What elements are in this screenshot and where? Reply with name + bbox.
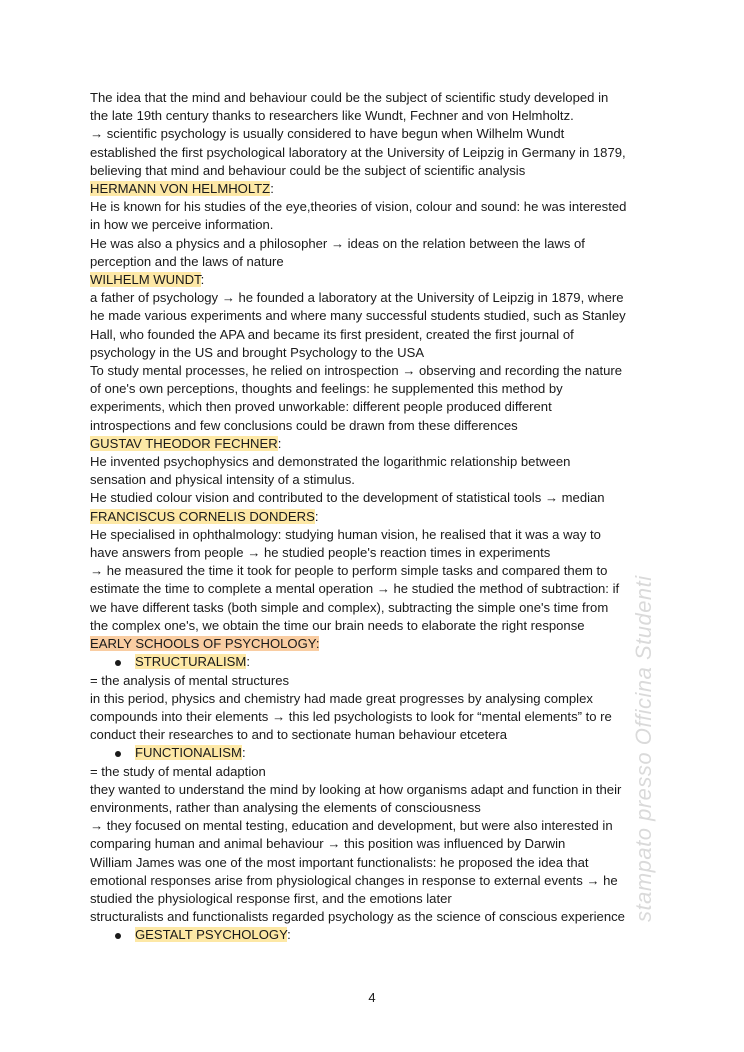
heading-donders-label: FRANCISCUS CORNELIS DONDERS: [90, 508, 315, 524]
bullet-label: STRUCTURALISM: [135, 654, 247, 670]
text-line: he made various experiments and where many successful students studied, such as Stanley: [90, 308, 626, 324]
heading-donders: [90, 508, 656, 526]
text-line: He invented psychophysics and demonstrated the logarithmic relationship between: [90, 454, 571, 470]
page-number: 4: [368, 990, 376, 1005]
bullet-item-functionalism: [90, 744, 656, 762]
text-line: = the analysis of mental structures: [90, 672, 290, 688]
text-line: He studied colour vision and contributed to the development of statistical tools → median: [90, 490, 605, 506]
bullet-list: [90, 744, 656, 762]
heading-wundt: [90, 271, 656, 289]
colon: :: [287, 927, 291, 943]
text-line: of one's own perceptions, thoughts and feelings: he supplemented this method by: [90, 381, 563, 397]
text-line: → scientific psychology is usually considered to have begun when Wilhelm Wundt: [90, 126, 565, 142]
text-line: To study mental processes, he relied on introspection → observing and recording the nature: [90, 363, 623, 379]
heading-fechner-label: GUSTAV THEODOR FECHNER: [90, 435, 278, 451]
text-line: estimate the time to complete a mental operation → he studied the method of subtraction: if: [90, 581, 620, 597]
bullet-item-structuralism: [90, 653, 656, 671]
text-line: studied the physiological response first, and the emotions later: [90, 890, 452, 906]
text-line: → they focused on mental testing, education and development, but were also interested in: [90, 818, 613, 834]
text-line: emotional responses arise from physiological changes in response to external events → he: [90, 872, 618, 888]
text-line: a father of psychology → he founded a laboratory at the University of Leipzig in 1879, where: [90, 290, 624, 306]
text-line: structuralists and functionalists regarded psychology as the science of conscious experience: [90, 909, 625, 925]
text-line: William James was one of the most important functionalists: he proposed the idea that: [90, 854, 589, 870]
bullet-icon: [115, 660, 121, 666]
text-line: He is known for his studies of the eye,theories of vision, colour and sound: he was interested: [90, 199, 627, 215]
heading-early-schools: [90, 635, 656, 653]
text-line: compounds into their elements → this led psychologists to look for “mental elements” to re: [90, 708, 612, 724]
heading-helmholtz-label: HERMANN VON HELMHOLTZ: [90, 181, 271, 197]
bullet-icon: [115, 933, 121, 939]
colon: :: [270, 181, 274, 197]
text-line: psychology in the US and brought Psychology to the USA: [90, 344, 425, 360]
text-line: in this period, physics and chemistry had made great progresses by analysing complex: [90, 690, 593, 706]
colon: :: [314, 508, 319, 524]
page-body: [90, 89, 656, 945]
text-line: He was also a physics and a philosopher → ideas on the relation between the laws of: [90, 235, 585, 251]
bullet-list: [90, 653, 656, 671]
text-line: established the first psychological laboratory at the University of Leipzig in Germany in 1879,: [90, 144, 626, 160]
bullet-label: GESTALT PSYCHOLOGY: [135, 927, 288, 943]
text-line: environments, rather than analysing the elements of consciousness: [90, 799, 481, 815]
colon: :: [200, 272, 205, 288]
heading-early-schools-label: EARLY SCHOOLS OF PSYCHOLOGY:: [90, 636, 320, 652]
text-line: → he measured the time it took for people to perform simple tasks and compared them to: [90, 563, 608, 579]
heading-wundt-label: WILHELM WUNDT: [90, 272, 201, 288]
text-line: the complex one's, we obtain the time our brain needs to elaborate the right response: [90, 617, 585, 633]
text-line: comparing human and animal behaviour → this position was influenced by Darwin: [90, 836, 566, 852]
colon: :: [241, 745, 246, 761]
heading-helmholtz: [90, 180, 656, 198]
colon: :: [246, 654, 250, 670]
text-line: believing that mind and behaviour could be the subject of scientific analysis: [90, 162, 526, 178]
text-line: The idea that the mind and behaviour could be the subject of scientific study developed in: [90, 90, 609, 105]
text-line: Hall, who founded the APA and became its first president, created the first journal of: [90, 326, 574, 342]
text-line: we have different tasks (both simple and complex), subtracting the simple one's time from: [90, 599, 609, 615]
text-line: = the study of mental adaption: [90, 763, 266, 779]
bullet-list: [90, 926, 656, 944]
text-line: the late 19th century thanks to researchers like Wundt, Fechner and von Helmholtz.: [90, 108, 574, 124]
heading-fechner: [90, 435, 656, 453]
colon: :: [277, 435, 282, 451]
text-line: conduct their researches to and to sectionate human behaviour etcetera: [90, 727, 508, 743]
text-line: have answers from people → he studied people's reaction times in experiments: [90, 545, 551, 561]
watermark: stampato presso Officina Studenti: [631, 575, 656, 922]
text-line: perception and the laws of nature: [90, 253, 284, 269]
bullet-label: FUNCTIONALISM: [135, 745, 242, 761]
bullet-item-gestalt: [90, 926, 656, 944]
text-line: introspections and few conclusions could be drawn from these differences: [90, 417, 518, 433]
text-line: sensation and physical intensity of a stimulus.: [90, 472, 355, 488]
text-line: experiments, which then proved unworkable: different people produced different: [90, 399, 552, 415]
text-line: He specialised in ophthalmology: studying human vision, he realised that it was a way to: [90, 526, 601, 542]
bullet-icon: [115, 751, 121, 757]
text-line: in how we perceive information.: [90, 217, 274, 233]
text-line: they wanted to understand the mind by looking at how organisms adapt and function in their: [90, 781, 622, 797]
